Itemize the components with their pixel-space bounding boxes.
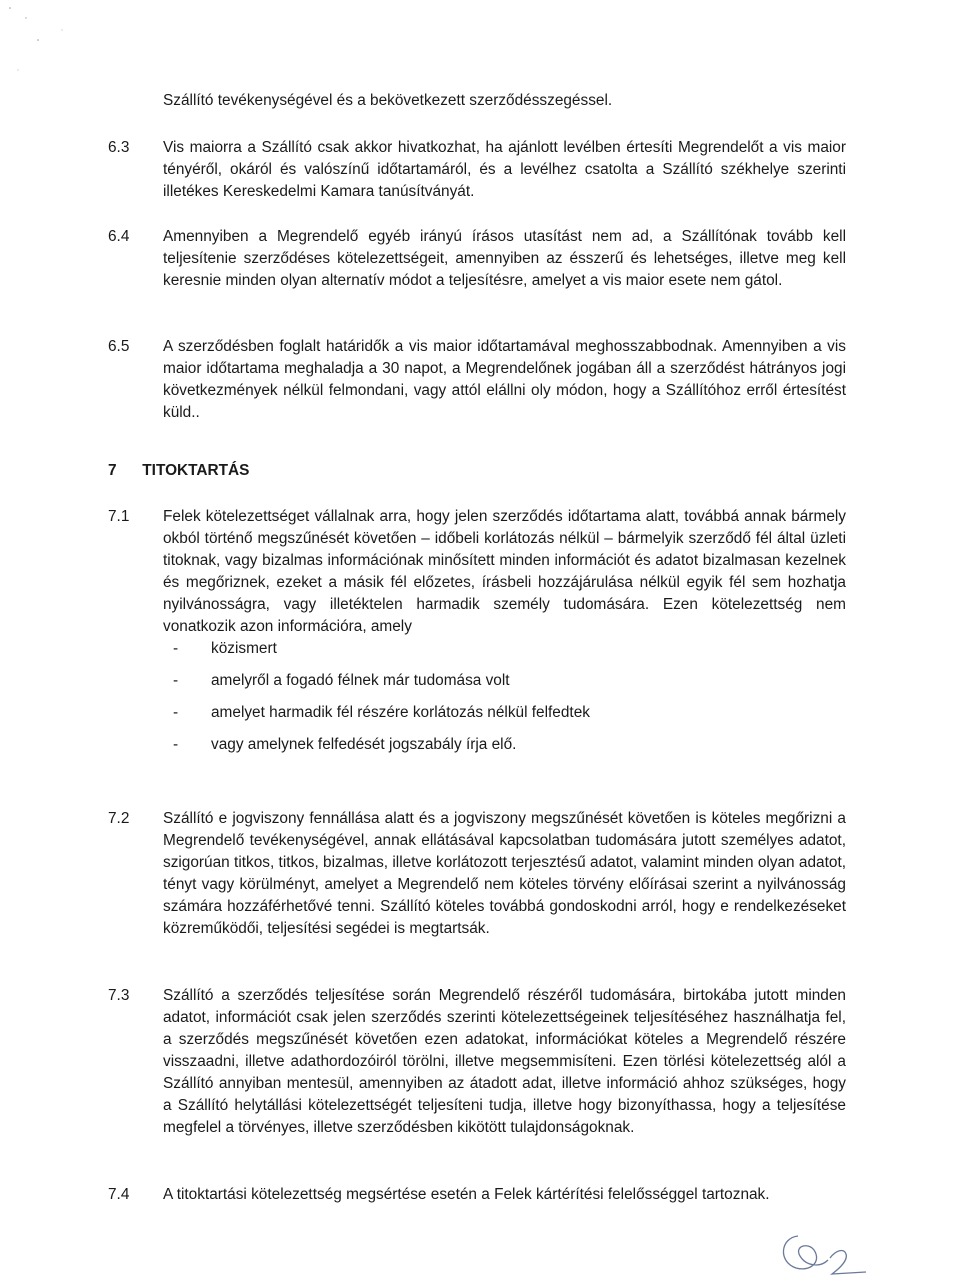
clause-number: 7.3: [108, 987, 130, 1004]
clause-number: 6.3: [108, 139, 130, 156]
bullet-text: amelyről a fogadó félnek már tudomása volt: [211, 672, 510, 689]
bullet-text: közismert: [211, 640, 277, 657]
clause-number: 6.5: [108, 338, 130, 355]
bullet-dash: -: [173, 736, 179, 753]
clause-number: 6.4: [108, 228, 130, 245]
clause-text: Amennyiben a Megrendelő egyéb irányú írásos utasítást nem ad, a Szállítónak tovább kell teljesítenie szerződéses kötelezettségeit, amennyiben az ésszerű és lehetséges, illetve meg kell keresnie minden olyan alternatív módot a teljesítésre, amelyet a vis maior esete nem gátol.: [163, 228, 846, 289]
bullet-dash: -: [173, 640, 179, 657]
heading-title: TITOKTARTÁS: [142, 462, 250, 479]
heading-number: 7: [108, 462, 117, 479]
scan-noise: [0, 0, 120, 80]
clause-text: A titoktartási kötelezettség megsértése esetén a Felek kártérítési felelősséggel tartoznak.: [163, 1186, 770, 1203]
clause-number: 7.2: [108, 810, 130, 827]
bullet-text: vagy amelynek felfedését jogszabály írja elő.: [211, 736, 517, 753]
clause-number: 7.1: [108, 508, 130, 525]
clause-text: Felek kötelezettséget vállalnak arra, hogy jelen szerződés időtartama alatt, továbbá annak bármely okból történő megszűnését követően – időbeli korlátozás nélkül – bármelyik szerződő fél által üzleti titoknak, vagy bizalmas információnak minősített minden információt és adatot bizalmasan kezelnek és megőriznek, ezeket a másik fél előzetes, írásbeli hozzájárulása nélkül egyik fél sem hozhatja nyilvánosságra, vagy illetéktelen harmadik személy tudomására. Ezen kötelezettség nem vonatkozik azon információra, amely: [163, 508, 846, 635]
intro-line: Szállító tevékenységével és a bekövetkezett szerződésszegéssel.: [163, 92, 613, 109]
bullet-dash: -: [173, 672, 179, 689]
bullet-dash: -: [173, 704, 179, 721]
clause-text: A szerződésben foglalt határidők a vis maior időtartamával meghosszabbodnak. Amennyiben a vis maior időtartama meghaladja a 30 napot, a Megrendelőnek jogában áll a szerződést hátrányos jogi következmények nélkül felmondani, vagy attól elállni oly módon, hogy a Szállítóhoz erről értesítést küld..: [163, 338, 846, 421]
section-heading-7: [108, 462, 249, 480]
signature-initials: [770, 1228, 880, 1280]
bullet-text: amelyet harmadik fél részére korlátozás nélkül felfedtek: [211, 704, 590, 721]
clause-number: 7.4: [108, 1186, 130, 1203]
clause-text: Vis maiorra a Szállító csak akkor hivatkozhat, ha ajánlott levélben értesíti Megrendelőt a vis maior tényéről, okáról és valószínű időtartamáról, és a levélhez csatolta a Szállító székhelye szerinti illetékes Kereskedelmi Kamara tanúsítványát.: [163, 139, 846, 200]
clause-text: Szállító a szerződés teljesítése során Megrendelő részéről tudomására, birtokába jutott minden adatot, információt csak jelen szerződés szerinti kötelezettségeinek teljesítéséhez használhatja fel, a szerződés megszűnését követően ezen adatokat, információkat köteles a Megrendelő részére visszaadni, illetve adathordozóiról törölni, illetve megsemmisíteni. Ezen törlési kötelezettség alól a Szállító annyiban mentesül, amennyiben az átadott adat, illetve információ ahhoz szükséges, hogy a Szállító helytállási kötelezettségét teljesíteni tudja, illetve hogy bizonyíthassa, hogy a teljesítése megfelel a törvényes, illetve szerződésben kikötött tulajdonságoknak.: [163, 987, 846, 1136]
clause-text: Szállító e jogviszony fennállása alatt és a jogviszony megszűnését követően is köteles megőrizni a Megrendelő tevékenységével, annak ellátásával kapcsolatban tudomására jutott személyes adatot, szigorúan titkos, titkos, bizalmas, illetve korlátozott terjesztésű adatot, valamint minden olyan adatot, tényt vagy körülményt, amelyet a Megrendelő nem köteles törvény előírásai szerint a nyilvánosság számára hozzáférhetővé tenni. Szállító köteles továbbá gondoskodni arról, hogy e rendelkezéseket közreműködői, teljesítési segédei is megtartsák.: [163, 810, 846, 937]
